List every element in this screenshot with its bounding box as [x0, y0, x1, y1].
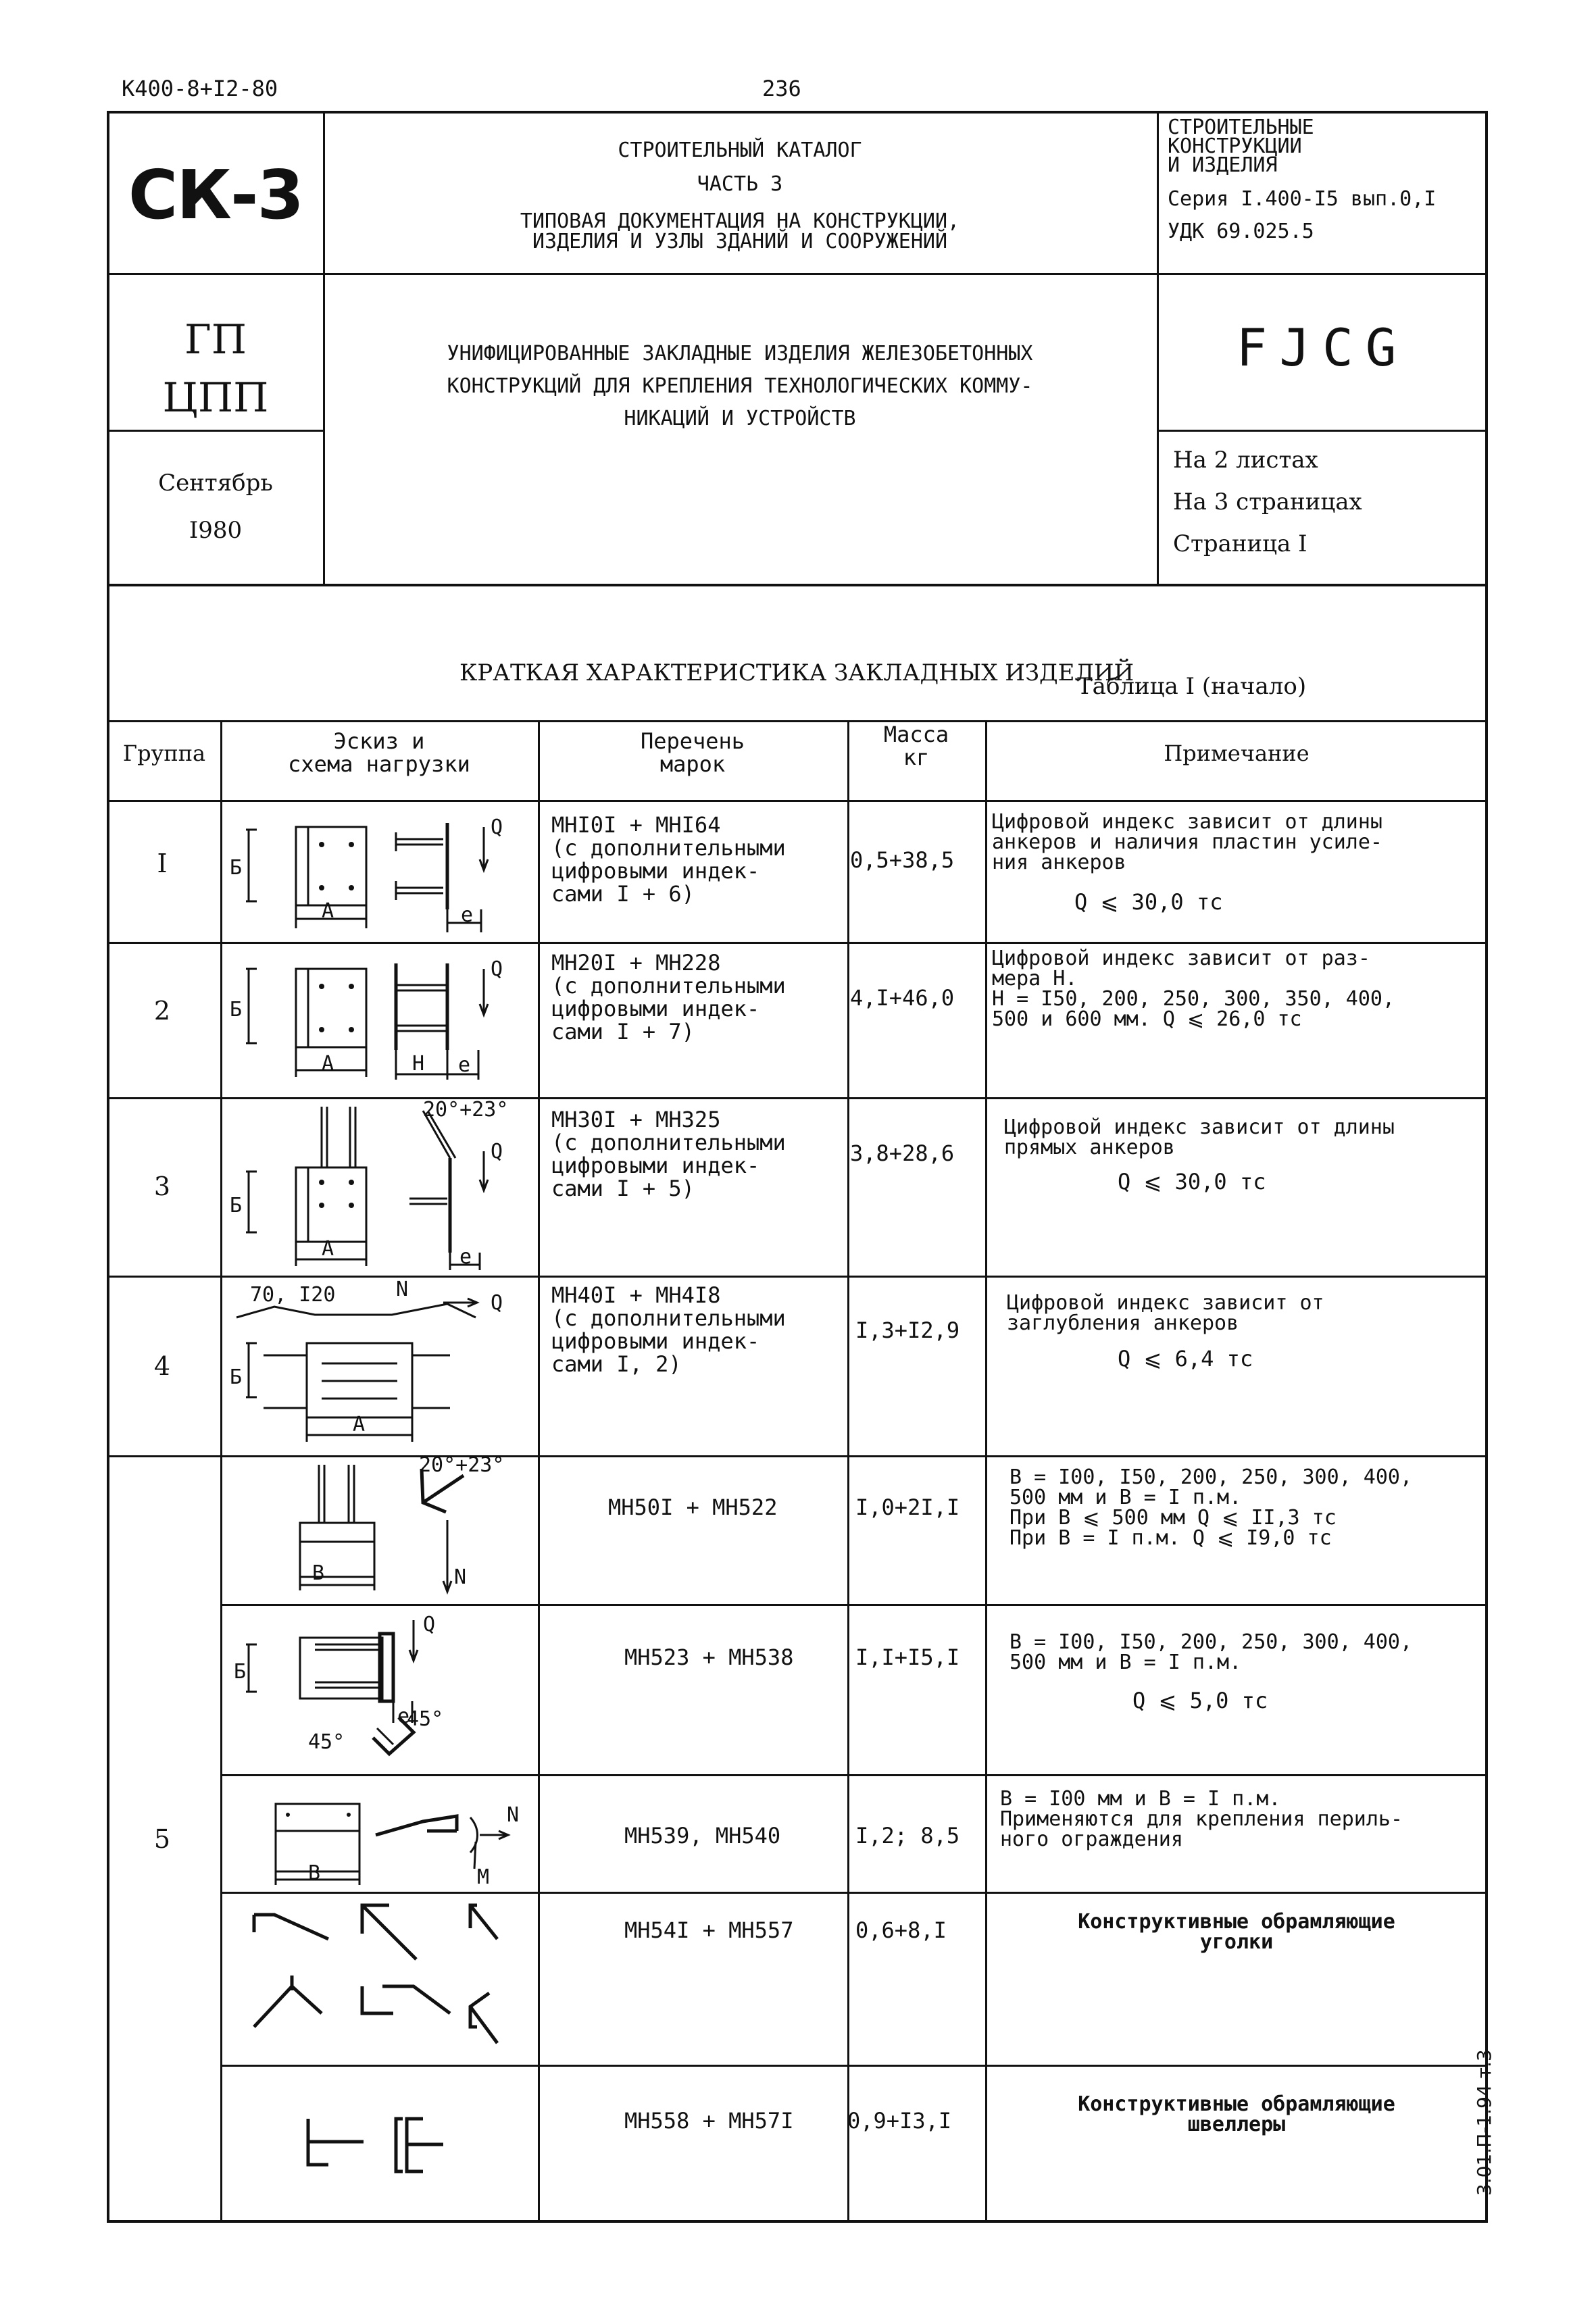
row-mass: I,0+2I,I: [855, 1494, 960, 1520]
svg-text:Q: Q: [491, 1291, 503, 1315]
row-mass: 4,I+46,0: [850, 985, 955, 1011]
row-note: В = I00, I50, 200, 250, 300, 400, 500 мм и В = I п.м. При В ⩽ 500 мм Q ⩽ II,3 тс При В = I п.м. Q ⩽ I9,0 тс: [1009, 1465, 1413, 1550]
svg-text:Q: Q: [423, 1613, 436, 1636]
sketch-group-5a: [220, 1455, 538, 1604]
row-load: Q ⩽ 30,0 тс: [1074, 889, 1223, 915]
row-marks: МН523 + МН538: [624, 1644, 794, 1670]
header-note: Примечание: [1164, 740, 1310, 766]
svg-text:Н: Н: [412, 1052, 425, 1076]
svg-text:Q: Q: [491, 815, 503, 839]
sketch-group-5d: [220, 1892, 538, 2065]
svg-text:Б: Б: [230, 856, 243, 880]
svg-text:Б: Б: [230, 1365, 243, 1389]
row-mass: I,I+I5,I: [855, 1644, 960, 1670]
document-title: УНИФИЦИРОВАННЫЕ ЗАКЛАДНЫЕ ИЗДЕЛИЯ ЖЕЛЕЗОБЕТОННЫХ КОНСТРУКЦИЙ ДЛЯ КРЕПЛЕНИЯ ТЕХНОЛОГИЧЕСКИХ КОММУ- НИКАЦИЙ И УСТРОЙСТВ: [447, 342, 1033, 430]
row-marks: МН54I + МН557: [624, 1917, 794, 1943]
organization: ГП ЦПП: [162, 316, 269, 422]
row-note: В = I00, I50, 200, 250, 300, 400, 500 мм и В = I п.м.: [1009, 1630, 1413, 1674]
svg-text:е: е: [458, 1053, 471, 1077]
row-marks: МН30I + МН325 (с дополнительными цифровыми индек- сами I + 5): [551, 1107, 786, 1201]
row-note: Цифровой индекс зависит от длины анкеров и наличия пластин усиле- ния анкеров: [992, 810, 1382, 874]
section-info: СТРОИТЕЛЬНЫЕ КОНСТРУКЦИИ И ИЗДЕЛИЯ Серия I.400-I5 вып.0,I УДК 69.025.5: [1168, 116, 1437, 243]
group-label: 4: [153, 1351, 171, 1381]
svg-text:A: A: [322, 899, 334, 923]
svg-text:В: В: [308, 1861, 321, 1885]
row-note: Цифровой индекс зависит от заглубления анкеров: [1007, 1291, 1324, 1335]
svg-text:Б: Б: [230, 998, 243, 1022]
document-code: К400-8+I2-80: [122, 76, 278, 101]
svg-text:В: В: [312, 1561, 325, 1585]
catalog-title: СТРОИТЕЛЬНЫЙ КАТАЛОГ ЧАСТЬ 3 ТИПОВАЯ ДОКУМЕНТАЦИЯ НА КОНСТРУКЦИИ, ИЗДЕЛИЯ И УЗЛЫ ЗДАНИЙ И СООРУЖЕНИЙ: [520, 139, 960, 253]
svg-text:Б: Б: [230, 1194, 243, 1217]
row-load: Q ⩽ 5,0 тс: [1132, 1688, 1268, 1713]
row-load: Q ⩽ 30,0 тс: [1118, 1169, 1266, 1194]
svg-text:20°+23°: 20°+23°: [419, 1453, 505, 1477]
svg-text:N: N: [507, 1803, 520, 1827]
sketch-group-5b: [220, 1604, 538, 1774]
sheet-info: На 2 листах На 3 страницах Страница I: [1173, 447, 1362, 557]
group-label: 5: [153, 1824, 171, 1854]
row-note: Конструктивные обрамляющие швеллеры: [1078, 2092, 1395, 2136]
header-marks: Перечень марок: [640, 728, 745, 777]
svg-text:20°+23°: 20°+23°: [423, 1098, 509, 1122]
group-label: I: [157, 849, 168, 878]
row-mass: 0,5+38,5: [850, 847, 955, 873]
row-load: Q ⩽ 6,4 тс: [1118, 1346, 1253, 1372]
table-title: КРАТКАЯ ХАРАКТЕРИСТИКА ЗАКЛАДНЫХ ИЗДЕЛИЙ: [459, 659, 1134, 686]
svg-text:45°: 45°: [308, 1730, 345, 1754]
row-mass: 0,6+8,I: [855, 1917, 947, 1943]
catalog-logo: СК-3: [128, 155, 303, 234]
svg-text:Q: Q: [491, 957, 503, 981]
svg-text:е: е: [459, 1245, 472, 1269]
row-note: В = I00 мм и В = I п.м. Применяются для крепления периль- ного ограждения: [1000, 1787, 1403, 1851]
row-marks: МНI0I + МНI64 (с дополнительными цифровыми индек- сами I + 6): [551, 812, 786, 907]
doc-code-box: FJCG: [1236, 318, 1409, 378]
group-label: 2: [153, 996, 171, 1026]
row-note: Цифровой индекс зависит от раз- мера Н. Н = I50, 200, 250, 300, 350, 400, 500 и 600 мм. Q ⩽ 26,0 тс: [992, 947, 1395, 1031]
header-mass: Масса кг: [883, 722, 949, 770]
svg-text:е: е: [397, 1705, 410, 1728]
row-marks: МН50I + МН522: [608, 1494, 778, 1520]
svg-text:A: A: [322, 1052, 334, 1076]
side-stamp: 3.01.П-1.94 т.3: [1473, 2049, 1495, 2196]
sketch-group-1: [220, 800, 538, 942]
row-mass: I,2; 8,5: [855, 1823, 960, 1848]
group-label: 3: [153, 1172, 171, 1201]
svg-text:N: N: [396, 1278, 409, 1301]
sketch-group-4: [220, 1276, 538, 1455]
row-note: Конструктивные обрамляющие уголки: [1078, 1910, 1395, 1954]
header-sketch: Эскиз и схема нагрузки: [288, 728, 470, 777]
svg-text:45°: 45°: [407, 1707, 444, 1731]
row-marks: МН539, МН540: [624, 1823, 781, 1848]
svg-text:N: N: [454, 1565, 467, 1589]
sketch-group-5c: [220, 1774, 538, 1892]
issue-date: Сентябрь I980: [158, 470, 273, 544]
sketch-group-5e: [220, 2065, 538, 2221]
row-marks: МН558 + МН57I: [624, 2108, 794, 2134]
row-mass: 3,8+28,6: [850, 1140, 955, 1166]
page-number: 236: [762, 76, 801, 101]
table-caption: Таблица I (начало): [1077, 673, 1307, 700]
row-mass: I,3+I2,9: [855, 1317, 960, 1343]
sketch-group-2: [220, 942, 538, 1097]
svg-text:Q: Q: [491, 1140, 503, 1163]
header-group: Группа: [122, 740, 206, 766]
sketch-group-3: [220, 1097, 538, 1276]
svg-text:A: A: [353, 1413, 366, 1436]
row-marks: МН20I + МН228 (с дополнительными цифровыми индек- сами I + 7): [551, 950, 786, 1045]
svg-text:70, I20: 70, I20: [250, 1283, 336, 1307]
svg-text:е: е: [461, 903, 474, 927]
row-note: Цифровой индекс зависит от длины прямых анкеров: [1004, 1115, 1395, 1159]
row-marks: МН40I + МН4I8 (с дополнительными цифровыми индек- сами I, 2): [551, 1282, 786, 1377]
row-mass: 0,9+I3,I: [847, 2108, 952, 2134]
svg-text:М: М: [477, 1865, 490, 1889]
svg-text:A: A: [322, 1237, 334, 1261]
svg-text:Б: Б: [234, 1660, 247, 1684]
